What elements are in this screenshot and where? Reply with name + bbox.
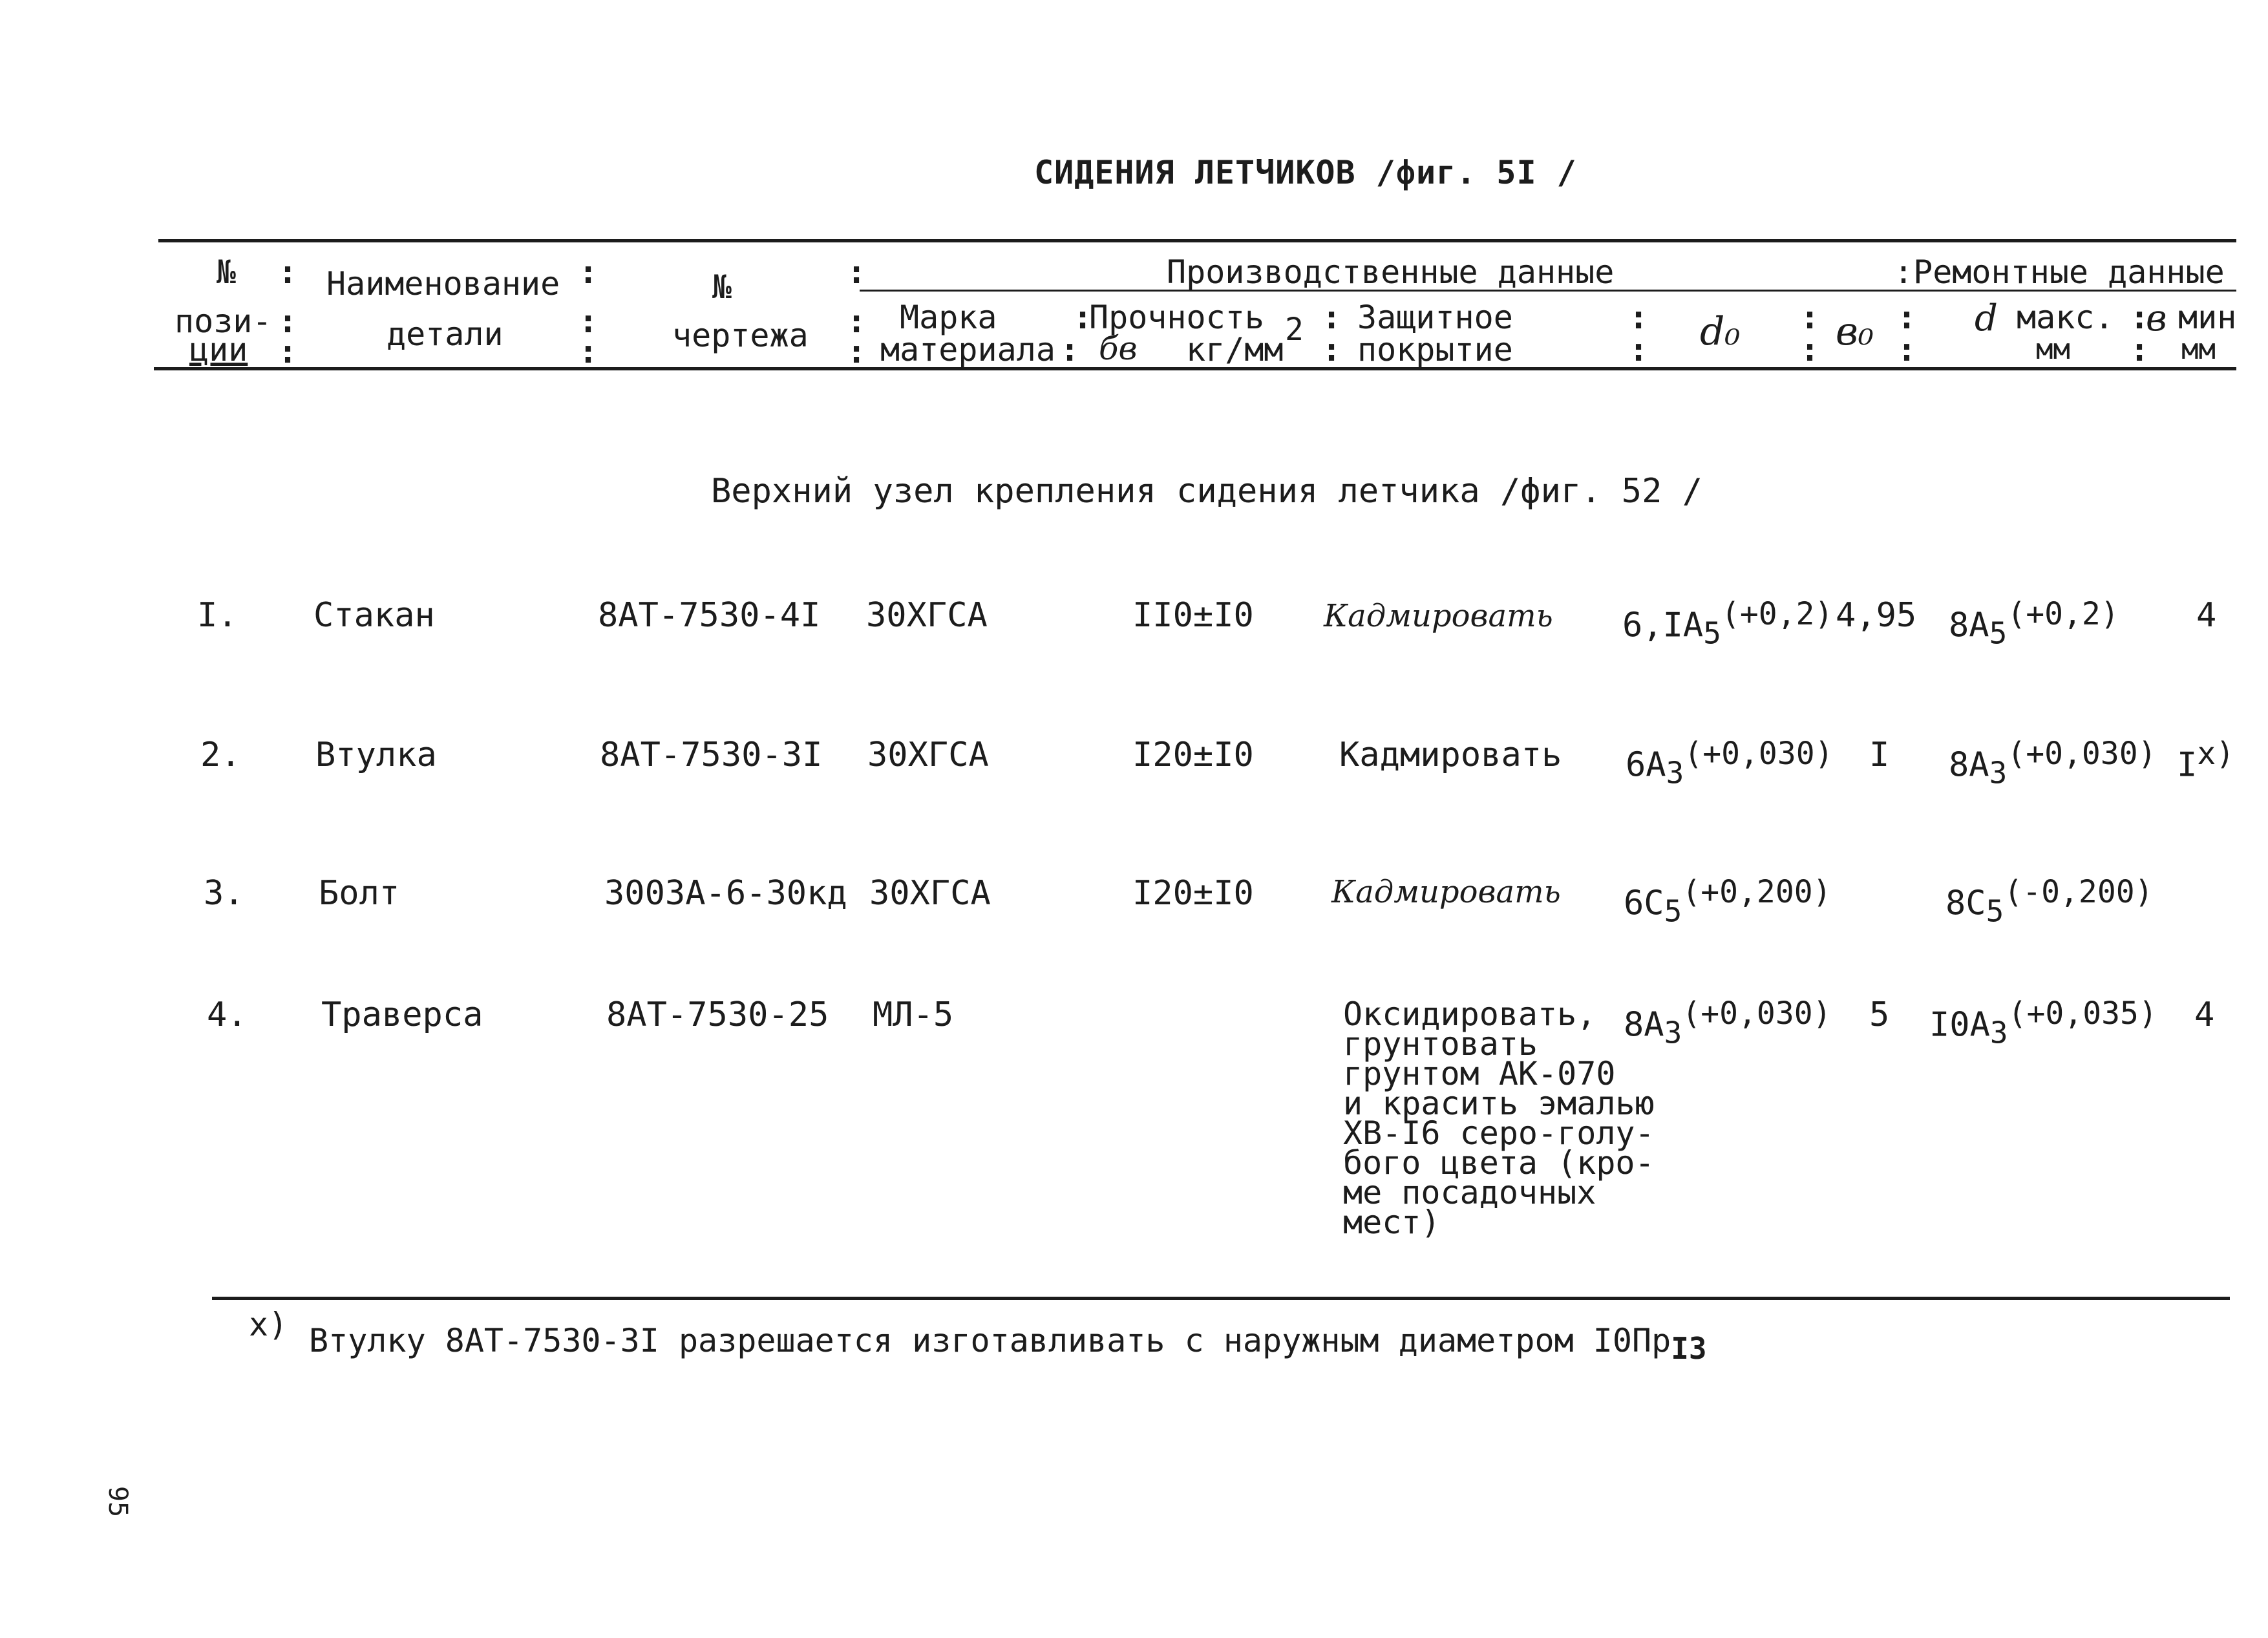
row-2-d0-sup: (+0,030) — [1684, 736, 1834, 772]
header-coating-bottom: покрытие — [1357, 331, 1513, 368]
row-1-name: Стакан — [313, 596, 435, 635]
header-b0: в₀ — [1836, 309, 1874, 354]
row-2-b0: I — [1869, 736, 1890, 774]
row-3-d0-sub: 5 — [1664, 893, 1682, 929]
col-sep-3c: : — [847, 333, 867, 370]
header-drawing-label: чертежа — [672, 317, 809, 354]
row-2-bmin-footnote: x) — [2197, 736, 2235, 772]
row-2-strength: I20±I0 — [1132, 736, 1254, 774]
header-dmax-symbol: d — [1975, 297, 1998, 339]
page-number: 95 — [103, 1485, 133, 1518]
row-4-d0-sup: (+0,030) — [1682, 995, 1832, 1032]
row-3-d0 — [1624, 874, 1832, 929]
row-4-drawing: 8АТ-7530-25 — [606, 995, 829, 1034]
row-2-bmin-value: I — [2177, 745, 2198, 785]
page-title: СИДЕНИЯ ЛЕТЧИКОВ /фиг. 5I / — [1034, 154, 1577, 191]
row-1-d0-sup: (+0,2) — [1721, 596, 1834, 632]
header-pos-label-1: пози- — [175, 303, 272, 340]
header-material-top: Марка — [900, 299, 997, 336]
col-sep-9b: : — [2130, 331, 2150, 368]
col-sep-9a: : — [2130, 299, 2150, 336]
row-4-material: МЛ-5 — [873, 995, 954, 1034]
header-drawing-no: № — [712, 268, 732, 306]
row-1-b0: 4,95 — [1836, 596, 1917, 635]
col-sep-6a: : — [1629, 299, 1649, 336]
row-1-bmin: 4 — [2196, 596, 2217, 635]
row-1-dmax-base: 8A — [1949, 606, 1989, 645]
col-sep-4b: : — [1060, 331, 1080, 368]
row-1-dmax — [1949, 596, 2119, 651]
row-1-coating: Кадмировать — [1324, 598, 1553, 634]
col-sep-1c: : — [278, 333, 298, 370]
row-2-name: Втулка — [315, 736, 437, 774]
header-pos-no: № — [217, 253, 237, 291]
col-sep-3a: : — [847, 253, 867, 291]
header-dmax-unit: мм — [2036, 333, 2070, 366]
footnote-text: Втулку 8АТ-7530-3I разрешается изготавливать с наружным диаметром I0Пр — [309, 1322, 1671, 1359]
row-2-drawing: 8АТ-7530-3I — [600, 736, 823, 774]
row-2-d0 — [1626, 736, 1834, 791]
row-2-d0-base: 6A — [1626, 745, 1666, 785]
col-sep-2c: : — [578, 333, 599, 370]
row-4-coating: Оксидировать, грунтовать грунтом АК-070 и красить эмалью ХВ-I6 серо-голу- бого цвета (кро- ме посадочных мест) — [1343, 995, 1655, 1241]
header-material-bottom: материала — [880, 331, 1055, 368]
row-3-dmax-sup: (-0,200) — [2004, 874, 2154, 910]
section-title: Верхний узел крепления сидения летчика /фиг. 52 / — [711, 472, 1703, 511]
header-dmax-label: макс. — [2017, 299, 2114, 336]
header-coating-top: Защитное — [1357, 299, 1513, 336]
row-4-dmax — [1929, 995, 2157, 1050]
row-3-name: Болт — [319, 874, 400, 913]
header-pos-label-2: ции — [189, 331, 248, 368]
col-sep-7b: : — [1800, 331, 1820, 368]
row-4-dmax-base: I0A — [1929, 1005, 1990, 1045]
col-sep-6b: : — [1629, 331, 1649, 368]
row-2-coating: Кадмировать — [1339, 736, 1562, 774]
row-4-d0 — [1624, 995, 1832, 1050]
footnote-marker: x) — [249, 1306, 288, 1343]
col-sep-8b: : — [1897, 331, 1917, 368]
row-1-d0 — [1622, 596, 1833, 651]
row-1-d0-base: 6,IA — [1622, 606, 1704, 645]
header-d0: d₀ — [1700, 309, 1741, 354]
row-3-coating: Кадмировать — [1331, 874, 1561, 910]
footnote-rule — [212, 1297, 2230, 1300]
row-2-dmax-sub: 3 — [1989, 755, 2008, 791]
header-strength-symbol: бв — [1099, 330, 1138, 367]
row-2-dmax — [1949, 736, 2157, 791]
row-1-dmax-sub: 5 — [1989, 615, 2008, 651]
col-sep-2a: : — [578, 253, 599, 291]
header-bmin-unit: мм — [2181, 333, 2216, 366]
row-2-d0-sub: 3 — [1666, 755, 1684, 791]
row-3-pos: 3. — [204, 874, 244, 913]
col-sep-7a: : — [1800, 299, 1820, 336]
header-name-top: Наименование — [326, 265, 560, 303]
row-4-b0: 5 — [1869, 995, 1890, 1034]
col-sep-3b: : — [847, 303, 867, 340]
row-1-dmax-sup: (+0,2) — [2007, 596, 2119, 632]
col-sep-5a: : — [1322, 299, 1342, 336]
row-3-strength: I20±I0 — [1132, 874, 1254, 913]
header-top-rule — [158, 239, 2236, 242]
header-production-group: Производственные данные — [1167, 253, 1615, 291]
row-4-dmax-sup: (+0,035) — [2008, 995, 2157, 1032]
row-2-dmax-base: 8A — [1949, 745, 1989, 785]
col-sep-8a: : — [1897, 299, 1917, 336]
row-4-d0-sub: 3 — [1664, 1015, 1682, 1050]
row-3-material: 30ХГСА — [869, 874, 991, 913]
footnote — [309, 1322, 1707, 1366]
col-sep-1b: : — [278, 303, 298, 340]
row-4-d0-base: 8A — [1624, 1005, 1664, 1045]
header-bmin-symbol: в — [2146, 297, 2167, 339]
row-3-d0-sup: (+0,200) — [1682, 874, 1832, 910]
header-strength-top: Прочность — [1089, 299, 1264, 336]
col-sep-4a: : — [1073, 299, 1093, 336]
row-1-strength: II0±I0 — [1132, 596, 1254, 635]
footnote-sub: I3 — [1671, 1331, 1707, 1366]
row-2-dmax-sup: (+0,030) — [2007, 736, 2157, 772]
row-2-pos: 2. — [200, 736, 241, 774]
row-4-dmax-sub: 3 — [1989, 1015, 2008, 1050]
row-3-dmax — [1945, 874, 2154, 929]
row-3-dmax-sub: 5 — [1986, 893, 2004, 929]
row-4-pos: 4. — [207, 995, 248, 1034]
row-3-dmax-base: 8C — [1945, 884, 1986, 923]
row-3-drawing: 3003А-6-30кд — [604, 874, 847, 913]
row-1-d0-sub: 5 — [1703, 615, 1721, 651]
row-1-drawing: 8АТ-7530-4I — [598, 596, 821, 635]
row-1-material: 30ХГСА — [866, 596, 988, 635]
row-1-pos: I. — [197, 596, 238, 635]
header-name-bottom: детали — [387, 315, 503, 353]
col-sep-2b: : — [578, 303, 599, 340]
row-2-bmin — [2177, 736, 2234, 784]
header-strength-sup: 2 — [1285, 312, 1304, 348]
header-bmin-label: мин — [2178, 299, 2237, 336]
header-repair-group: :Ремонтные данные — [1894, 253, 2225, 291]
row-4-bmin: 4 — [2194, 995, 2215, 1034]
row-4-name: Траверса — [321, 995, 483, 1034]
row-2-material: 30ХГСА — [867, 736, 989, 774]
col-sep-5b: : — [1322, 331, 1342, 368]
header-strength-unit: кг/мм — [1186, 331, 1284, 368]
row-3-d0-base: 6C — [1624, 884, 1664, 923]
col-sep-1a: : — [278, 253, 298, 291]
